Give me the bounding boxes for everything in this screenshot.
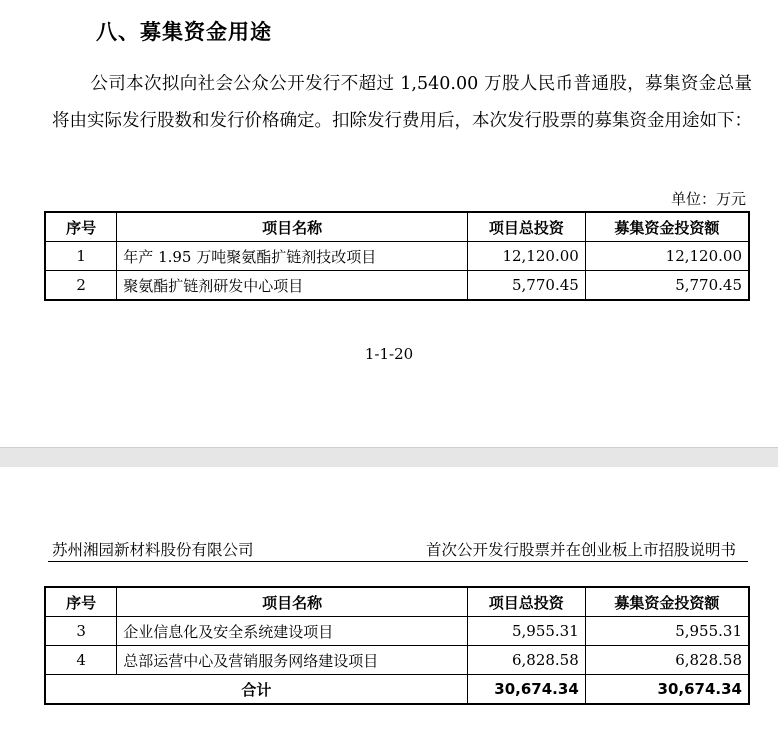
table-row xyxy=(45,242,749,271)
total-investment: 30,674.34 xyxy=(467,675,585,705)
row-no: 2 xyxy=(45,271,117,301)
row-no: 3 xyxy=(45,617,117,646)
row-no: 1 xyxy=(45,242,117,271)
table-header-row xyxy=(45,212,749,242)
page-number: 1-1-20 xyxy=(364,345,414,363)
unit-label: 单位：万元 xyxy=(670,190,746,208)
header-total: 项目总投资 xyxy=(467,587,585,617)
header-document-title: 首次公开发行股票并在创业板上市招股说明书 xyxy=(425,541,736,559)
total-raised: 30,674.34 xyxy=(585,675,749,705)
row-total: 6,828.58 xyxy=(467,646,585,675)
row-total: 5,770.45 xyxy=(467,271,585,301)
row-raised: 12,120.00 xyxy=(585,242,749,271)
fund-use-table-2 xyxy=(44,586,750,705)
section-title: 八、募集资金用途 xyxy=(96,20,272,44)
row-name: 总部运营中心及营销服务网络建设项目 xyxy=(117,646,468,675)
row-name: 年产 1.95 万吨聚氨酯扩链剂技改项目 xyxy=(117,242,468,271)
header-raised: 募集资金投资额 xyxy=(585,587,749,617)
header-raised: 募集资金投资额 xyxy=(585,212,749,242)
table-row xyxy=(45,646,749,675)
body-paragraph xyxy=(52,66,752,140)
header-no: 序号 xyxy=(45,212,117,242)
row-name: 企业信息化及安全系统建设项目 xyxy=(117,617,468,646)
paragraph-text: 公司本次拟向社会公众公开发行不超过 1,540.00 万股人民币普通股，募集资金总量将由实际发行股数和发行价格确定。扣除发行费用后，本次发行股票的募集资金用途如下： xyxy=(52,74,752,131)
page-break-line xyxy=(0,447,778,448)
table-row xyxy=(45,617,749,646)
header-name: 项目名称 xyxy=(117,212,468,242)
row-name: 聚氨酯扩链剂研发中心项目 xyxy=(117,271,468,301)
total-label: 合计 xyxy=(45,675,467,705)
header-rule xyxy=(48,561,748,562)
header-total: 项目总投资 xyxy=(467,212,585,242)
fund-use-table-1 xyxy=(44,211,750,301)
row-no: 4 xyxy=(45,646,117,675)
table-row xyxy=(45,271,749,301)
total-row xyxy=(45,675,749,705)
header-company: 苏州湘园新材料股份有限公司 xyxy=(52,541,254,559)
header-name: 项目名称 xyxy=(117,587,468,617)
row-total: 12,120.00 xyxy=(467,242,585,271)
table-header-row xyxy=(45,587,749,617)
page-break xyxy=(0,447,778,467)
row-raised: 5,770.45 xyxy=(585,271,749,301)
header-no: 序号 xyxy=(45,587,117,617)
row-raised: 6,828.58 xyxy=(585,646,749,675)
row-raised: 5,955.31 xyxy=(585,617,749,646)
row-total: 5,955.31 xyxy=(467,617,585,646)
